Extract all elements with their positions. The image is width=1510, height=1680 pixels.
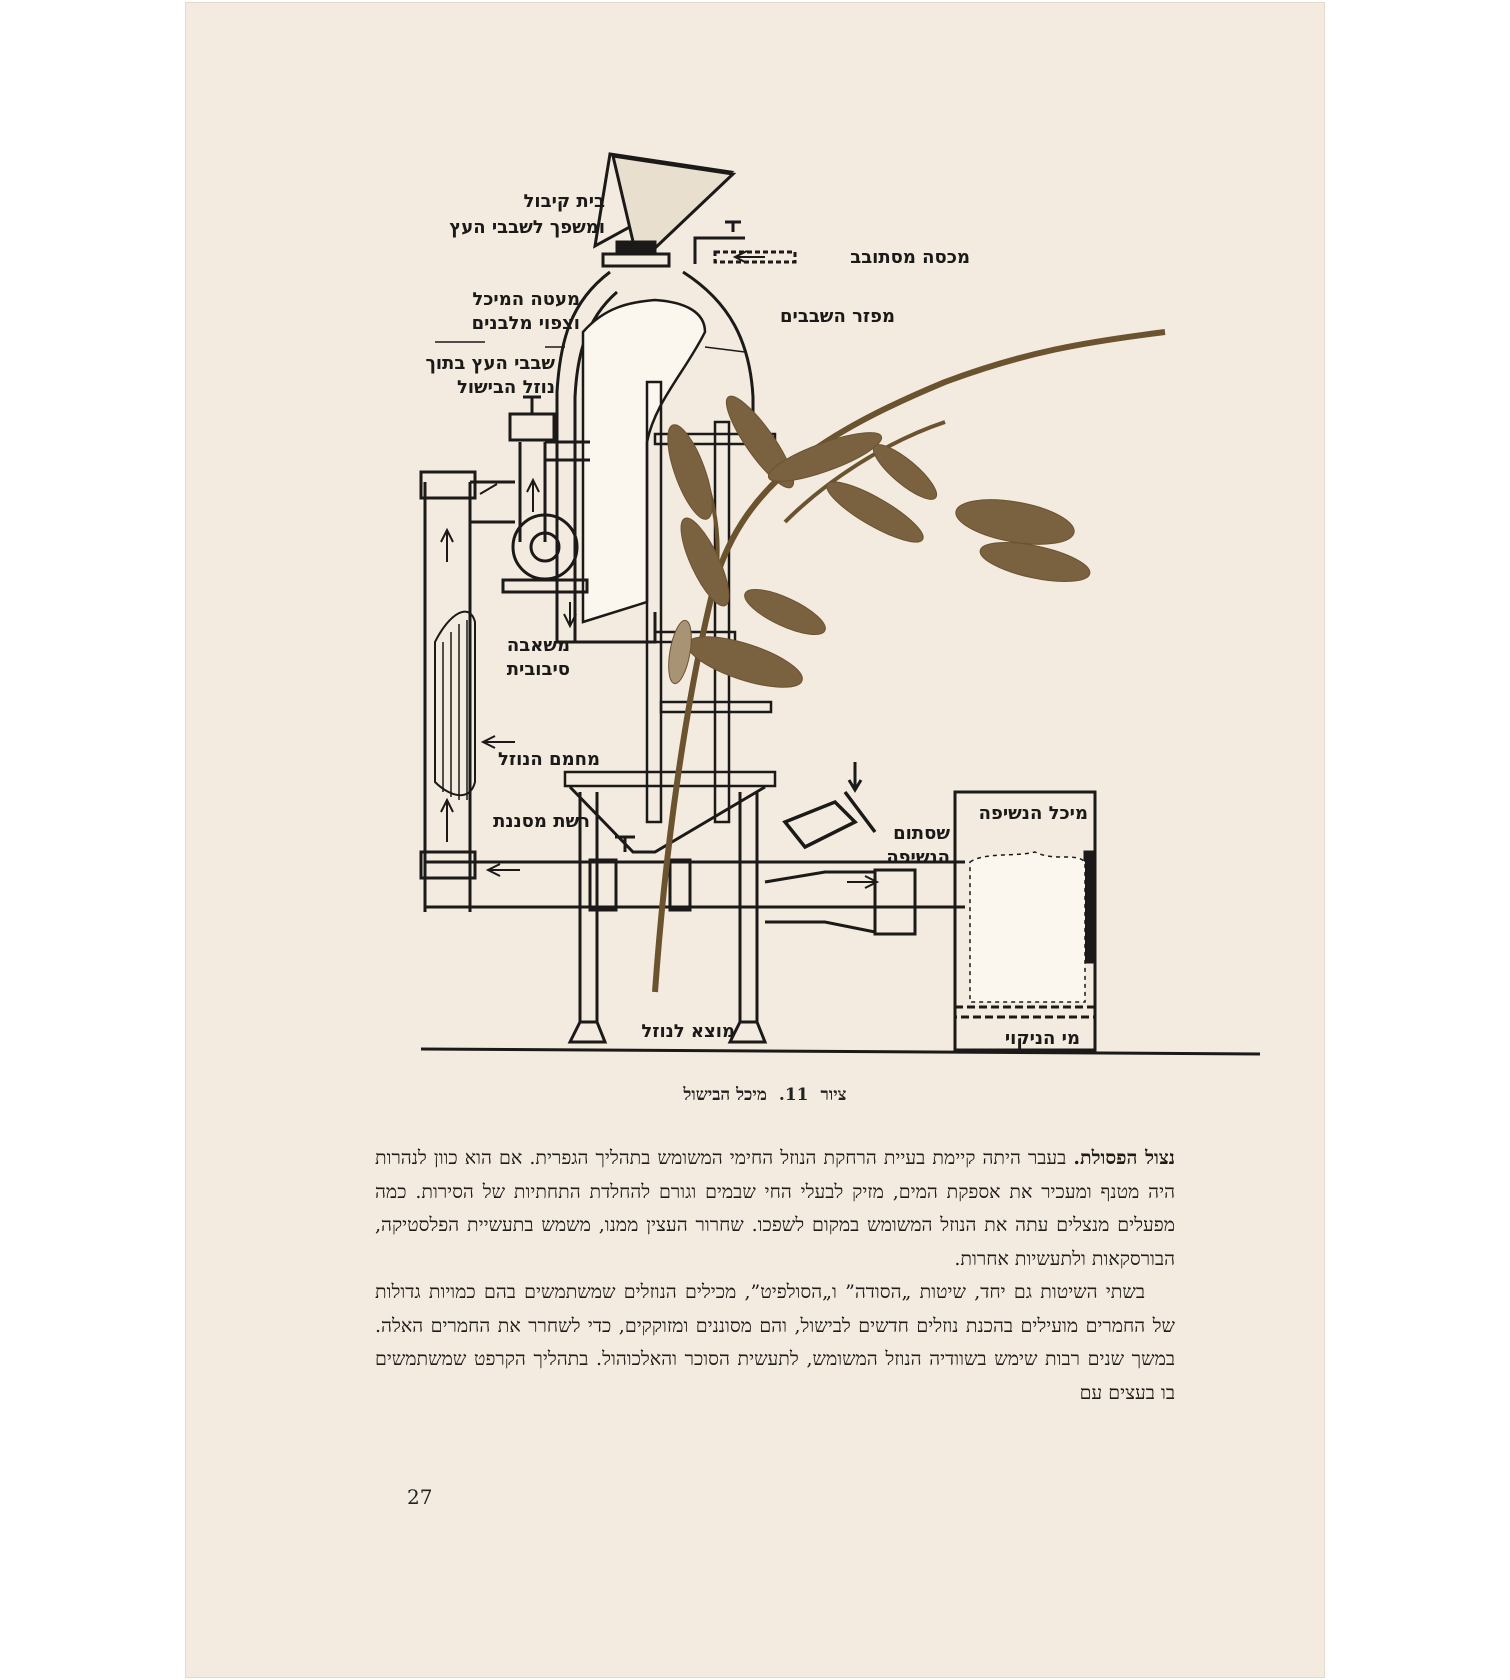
figure-caption bbox=[555, 1085, 975, 1105]
label-pump-2: סיבובית bbox=[506, 659, 570, 680]
paragraph-heading: נצול הפסולת. bbox=[1073, 1147, 1175, 1169]
caption-number: 11. bbox=[778, 1085, 809, 1105]
label-blow-valve: שסתום bbox=[893, 823, 950, 844]
frame-right bbox=[715, 422, 729, 822]
frame-left bbox=[647, 382, 661, 822]
ground-line bbox=[421, 1049, 1260, 1054]
body-text bbox=[375, 1142, 1175, 1410]
top-flange bbox=[603, 254, 669, 266]
hopper-neck bbox=[617, 242, 655, 252]
digester-diagram bbox=[185, 2, 1325, 1678]
label-liquor-outlet: מוצא לנוזל bbox=[641, 1021, 735, 1042]
label-hopper-2: ומשפך לשבבי העץ bbox=[449, 217, 605, 238]
label-heater: מחמם הנוזל bbox=[497, 749, 600, 770]
label-chips-in-liquor: שבבי העץ בתוך bbox=[425, 353, 555, 374]
label-hopper: בית קיבול bbox=[523, 191, 605, 212]
bottom-flange bbox=[565, 772, 775, 786]
caption-title: מיכל הבישול bbox=[683, 1085, 767, 1105]
paragraph-1 bbox=[375, 1142, 1175, 1276]
label-rinse-water: מי הניקוי bbox=[1004, 1028, 1080, 1049]
chips-in-tank bbox=[970, 852, 1085, 1002]
book-page bbox=[185, 2, 1325, 1678]
label-rotating-cover: מכסה מסתובב bbox=[850, 247, 970, 268]
paragraph-2: בשתי השיטות גם יחד, שיטות „הסודה” ו„הסולפיט”, מכילים הנוזלים שמשתמשים בהם כמויות גדולות של החמרים מועילים בהכנת נוזלים חדשים לבישול, והם מסוננים ומזוקקים, כדי לשחרר את החמרים האלה. במשך שנים רבות שימש בשוודיה הנוזל המשומש, לתעשית הסוכר והאלכוהול. בתהליך הקרפט שמשתמשים בו בעצים עם bbox=[375, 1281, 1175, 1404]
caption-prefix: ציור bbox=[820, 1085, 847, 1105]
label-filter: רשת מסננת bbox=[493, 811, 590, 832]
label-cooking-liquor: נוזל הבישול bbox=[456, 377, 555, 398]
label-blow-tank: מיכל הנשיפה bbox=[978, 803, 1088, 824]
page-number: 27 bbox=[407, 1485, 433, 1509]
label-blow-valve-2: הנשיפה bbox=[886, 847, 950, 868]
label-vessel-shell: מעטה המיכל bbox=[472, 289, 580, 310]
paragraph-1-text: בעבר היתה קיימת בעיית הרחקת הנוזל החימי המשומש בתהליך הגפרית. אם הוא כוון לנהרות היה מטנף ומעכיר את אספקת המים, מזיק לבעלי החי שבמים וגורם להחלדת התחתיות של הסירות. כמה מפעלים מנצלים עתה את הנוזל המשומש במקום לשפכו. שחרור העצין ממנו, משמש בתעשיית הפלסטיקה, הבורסקאות ולתעשיות אחרות. bbox=[375, 1147, 1175, 1270]
label-vessel-lining: וצפוי מלבנים bbox=[471, 313, 580, 334]
label-pump: משאבה bbox=[506, 635, 570, 656]
label-chip-spreader: מפזר השבבים bbox=[780, 306, 895, 327]
